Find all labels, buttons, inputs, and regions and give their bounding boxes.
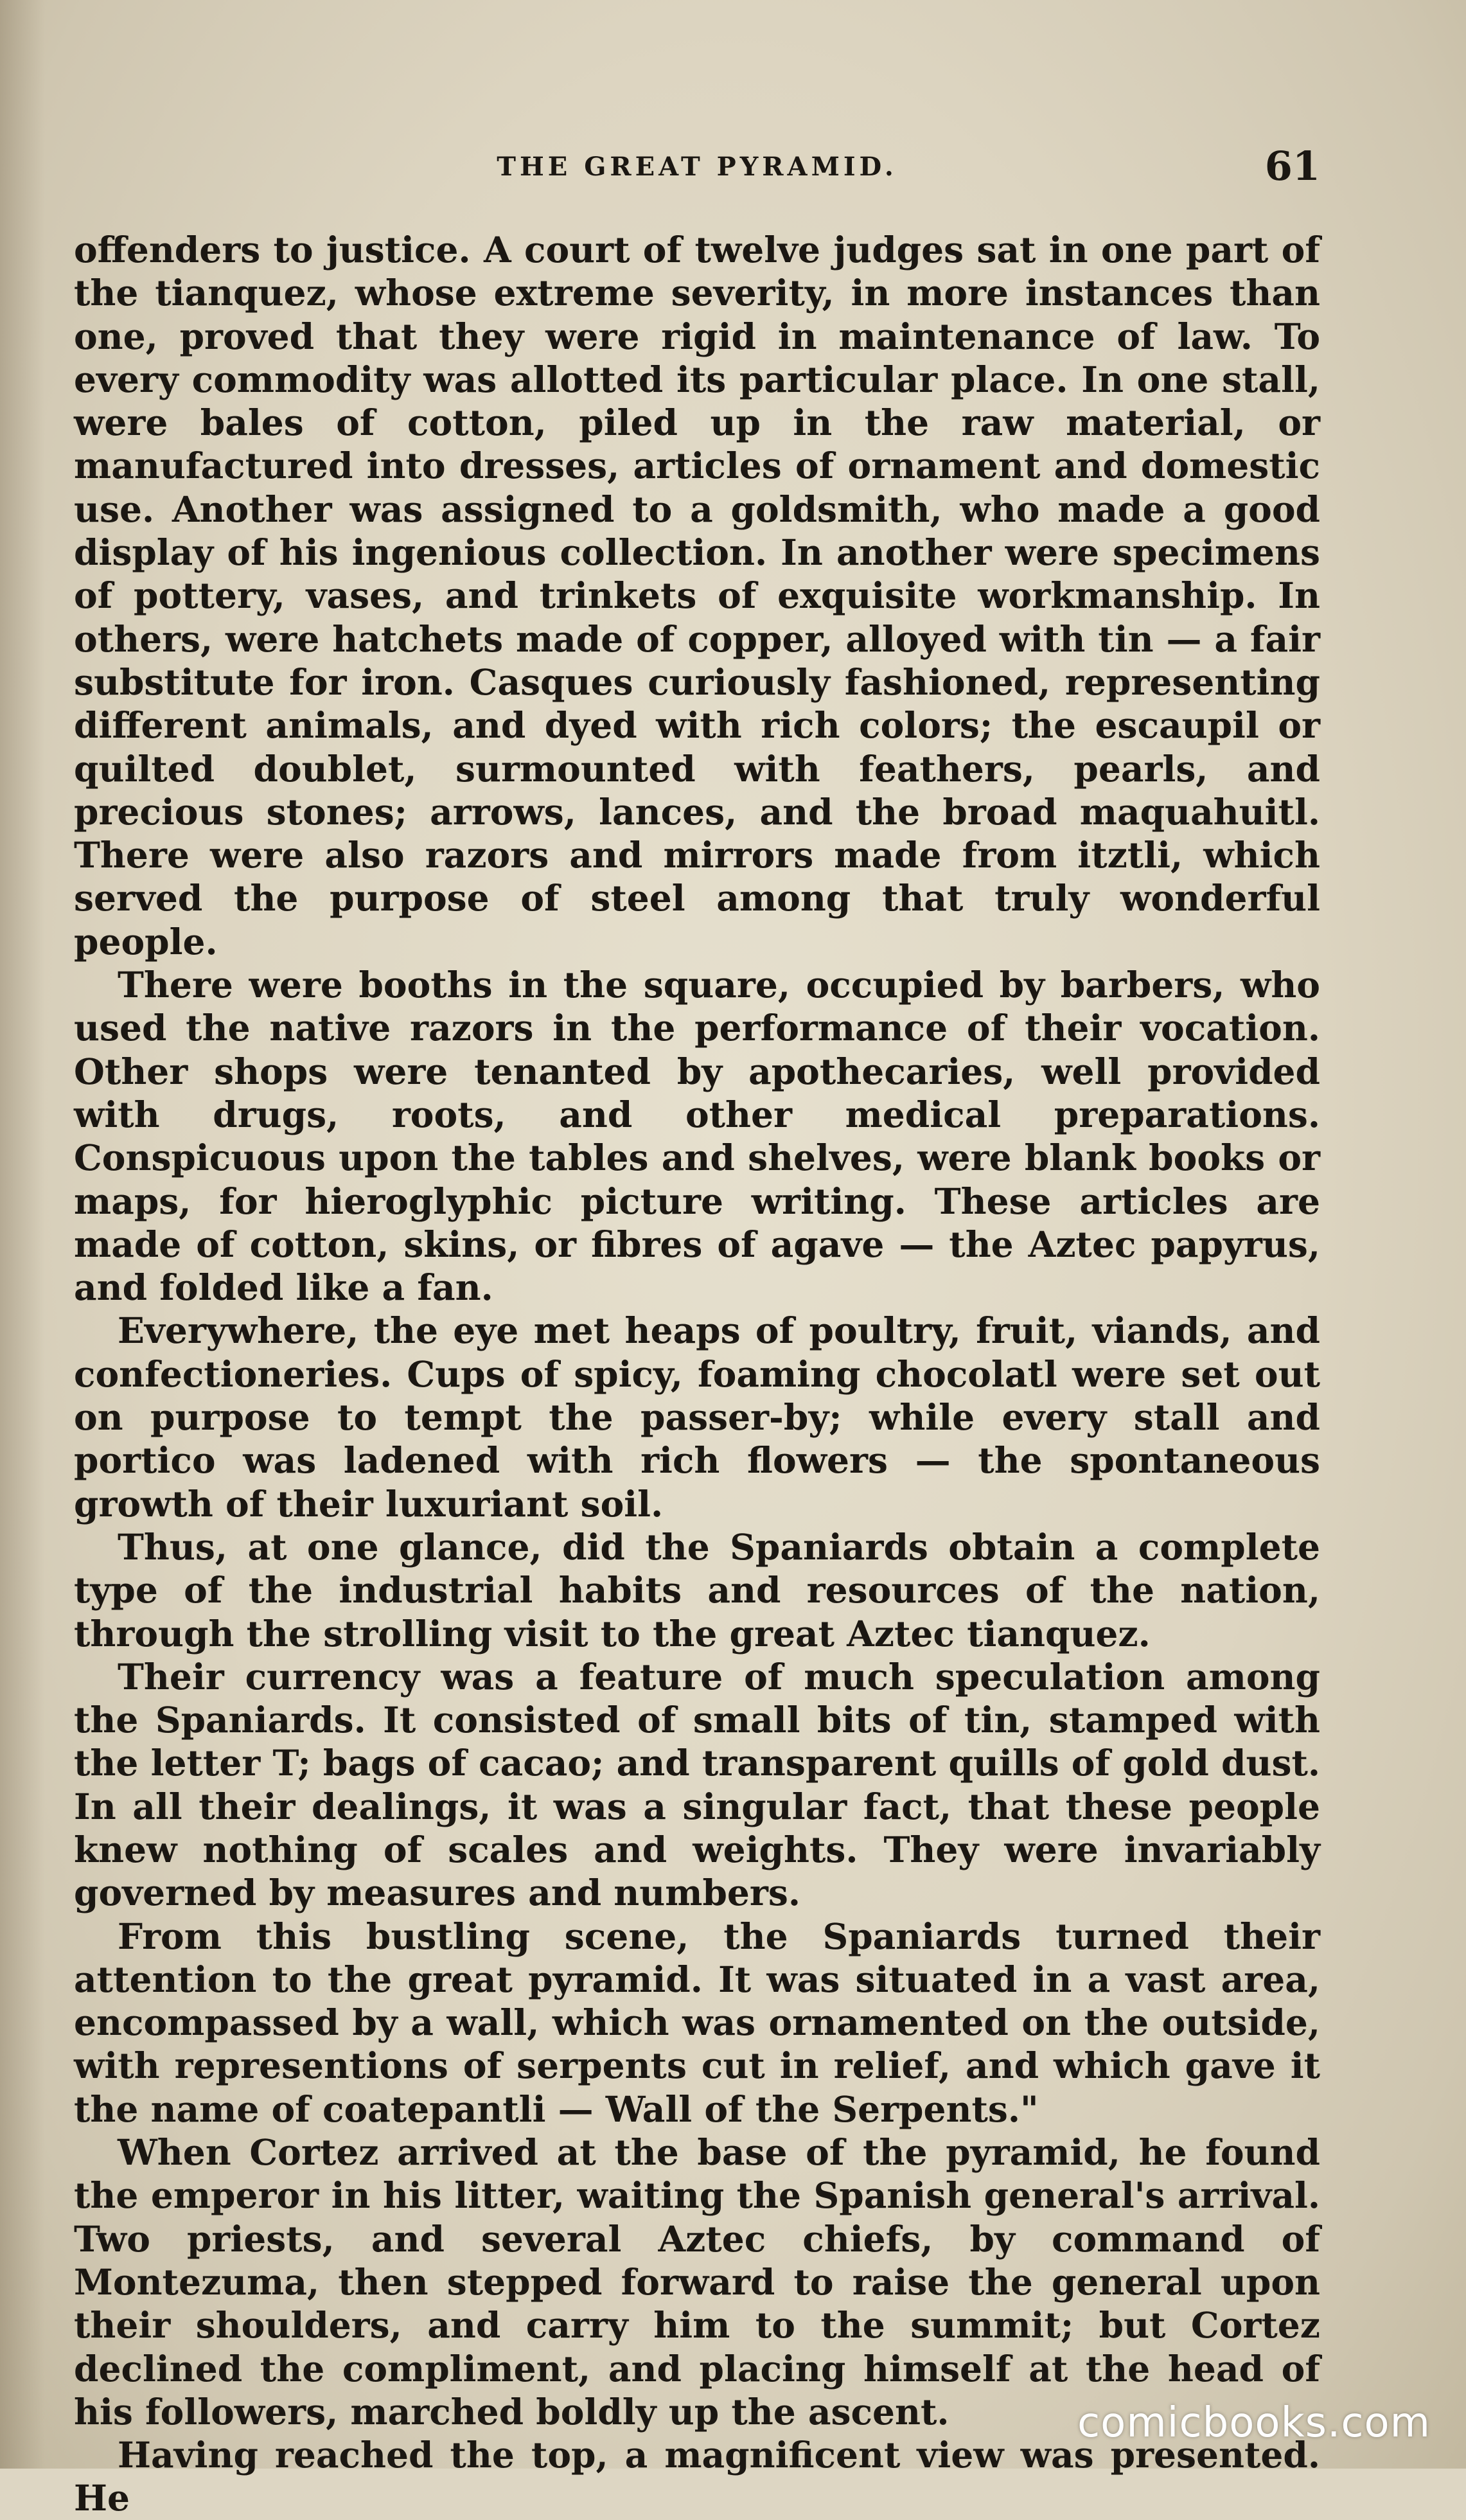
paragraph: There were booths in the square, occupied by barbers, who used the native razors in the performance of their vocation. Other shops were tenanted by apothecaries, well provided with drugs, roots, and other medical preparations. Conspicuous upon the tables and shelves, were blank books or maps, for hieroglyphic picture writing. These articles are made of cotton, skins, or fibres of agave — the Aztec papyrus, and folded like a fan.: [74, 964, 1320, 1309]
paragraph: Having reached the top, a magnificent view was presented. He: [74, 2434, 1320, 2519]
paragraph: From this bustling scene, the Spaniards turned their attention to the great pyramid. It was situated in a vast area, encompassed by a wall, which was ornamented on the outside, with representions of serpents cut in relief, and which gave it the name of coatepantli — Wall of the Serpents.": [74, 1915, 1320, 2130]
body-text: [74, 228, 1320, 2520]
paragraph: Thus, at one glance, did the Spaniards obtain a complete type of the industrial habits and resources of the nation, through the strolling visit to the great Aztec tianquez.: [74, 1525, 1320, 1655]
running-head: [74, 143, 1320, 188]
watermark: comicbooks.com: [1077, 2399, 1431, 2447]
page-number: 61: [1264, 143, 1320, 190]
paragraph: offenders to justice. A court of twelve judges sat in one part of the tianquez, whose extreme severity, in more instances than one, proved that they were rigid in maintenance of law. To every commodity was allotted its particular place. In one stall, were bales of cotton, piled up in the raw material, or manufactured into dresses, articles of ornament and domestic use. Another was assigned to a goldsmith, who made a good display of his ingenious collection. In another were specimens of pottery, vases, and trinkets of exquisite workmanship. In others, were hatchets made of copper, alloyed with tin — a fair substitute for iron. Casques curiously fashioned, representing different animals, and dyed with rich colors; the escaupil or quilted doublet, surmounted with feathers, pearls, and precious stones; arrows, lances, and the broad maquahuitl. There were also razors and mirrors made from itztli, which served the purpose of steel among that truly wonderful people.: [74, 229, 1320, 963]
page-edge-shadow: [0, 0, 45, 2469]
running-title: THE GREAT PYRAMID.: [497, 152, 897, 182]
paragraph: When Cortez arrived at the base of the pyramid, he found the emperor in his litter, waiting the Spanish general's arrival. Two priests, and several Aztec chiefs, by command of Montezuma, then stepped forward to raise the general upon their shoulders, and carry him to the summit; but Cortez declined the compliment, and placing himself at the head of his followers, marched boldly up the ascent.: [74, 2131, 1320, 2433]
paragraph: Their currency was a feature of much speculation among the Spaniards. It consisted of small bits of tin, stamped with the letter T; bags of cacao; and transparent quills of gold dust. In all their dealings, it was a singular fact, that these people knew nothing of scales and weights. They were invariably governed by measures and numbers.: [74, 1655, 1320, 1914]
paragraph: Everywhere, the eye met heaps of poultry, fruit, viands, and confectioneries. Cups of spicy, foaming chocolatl were set out on purpose to tempt the passer-by; while every stall and portico was ladened with rich flowers — the spontaneous growth of their luxuriant soil.: [74, 1309, 1320, 1525]
